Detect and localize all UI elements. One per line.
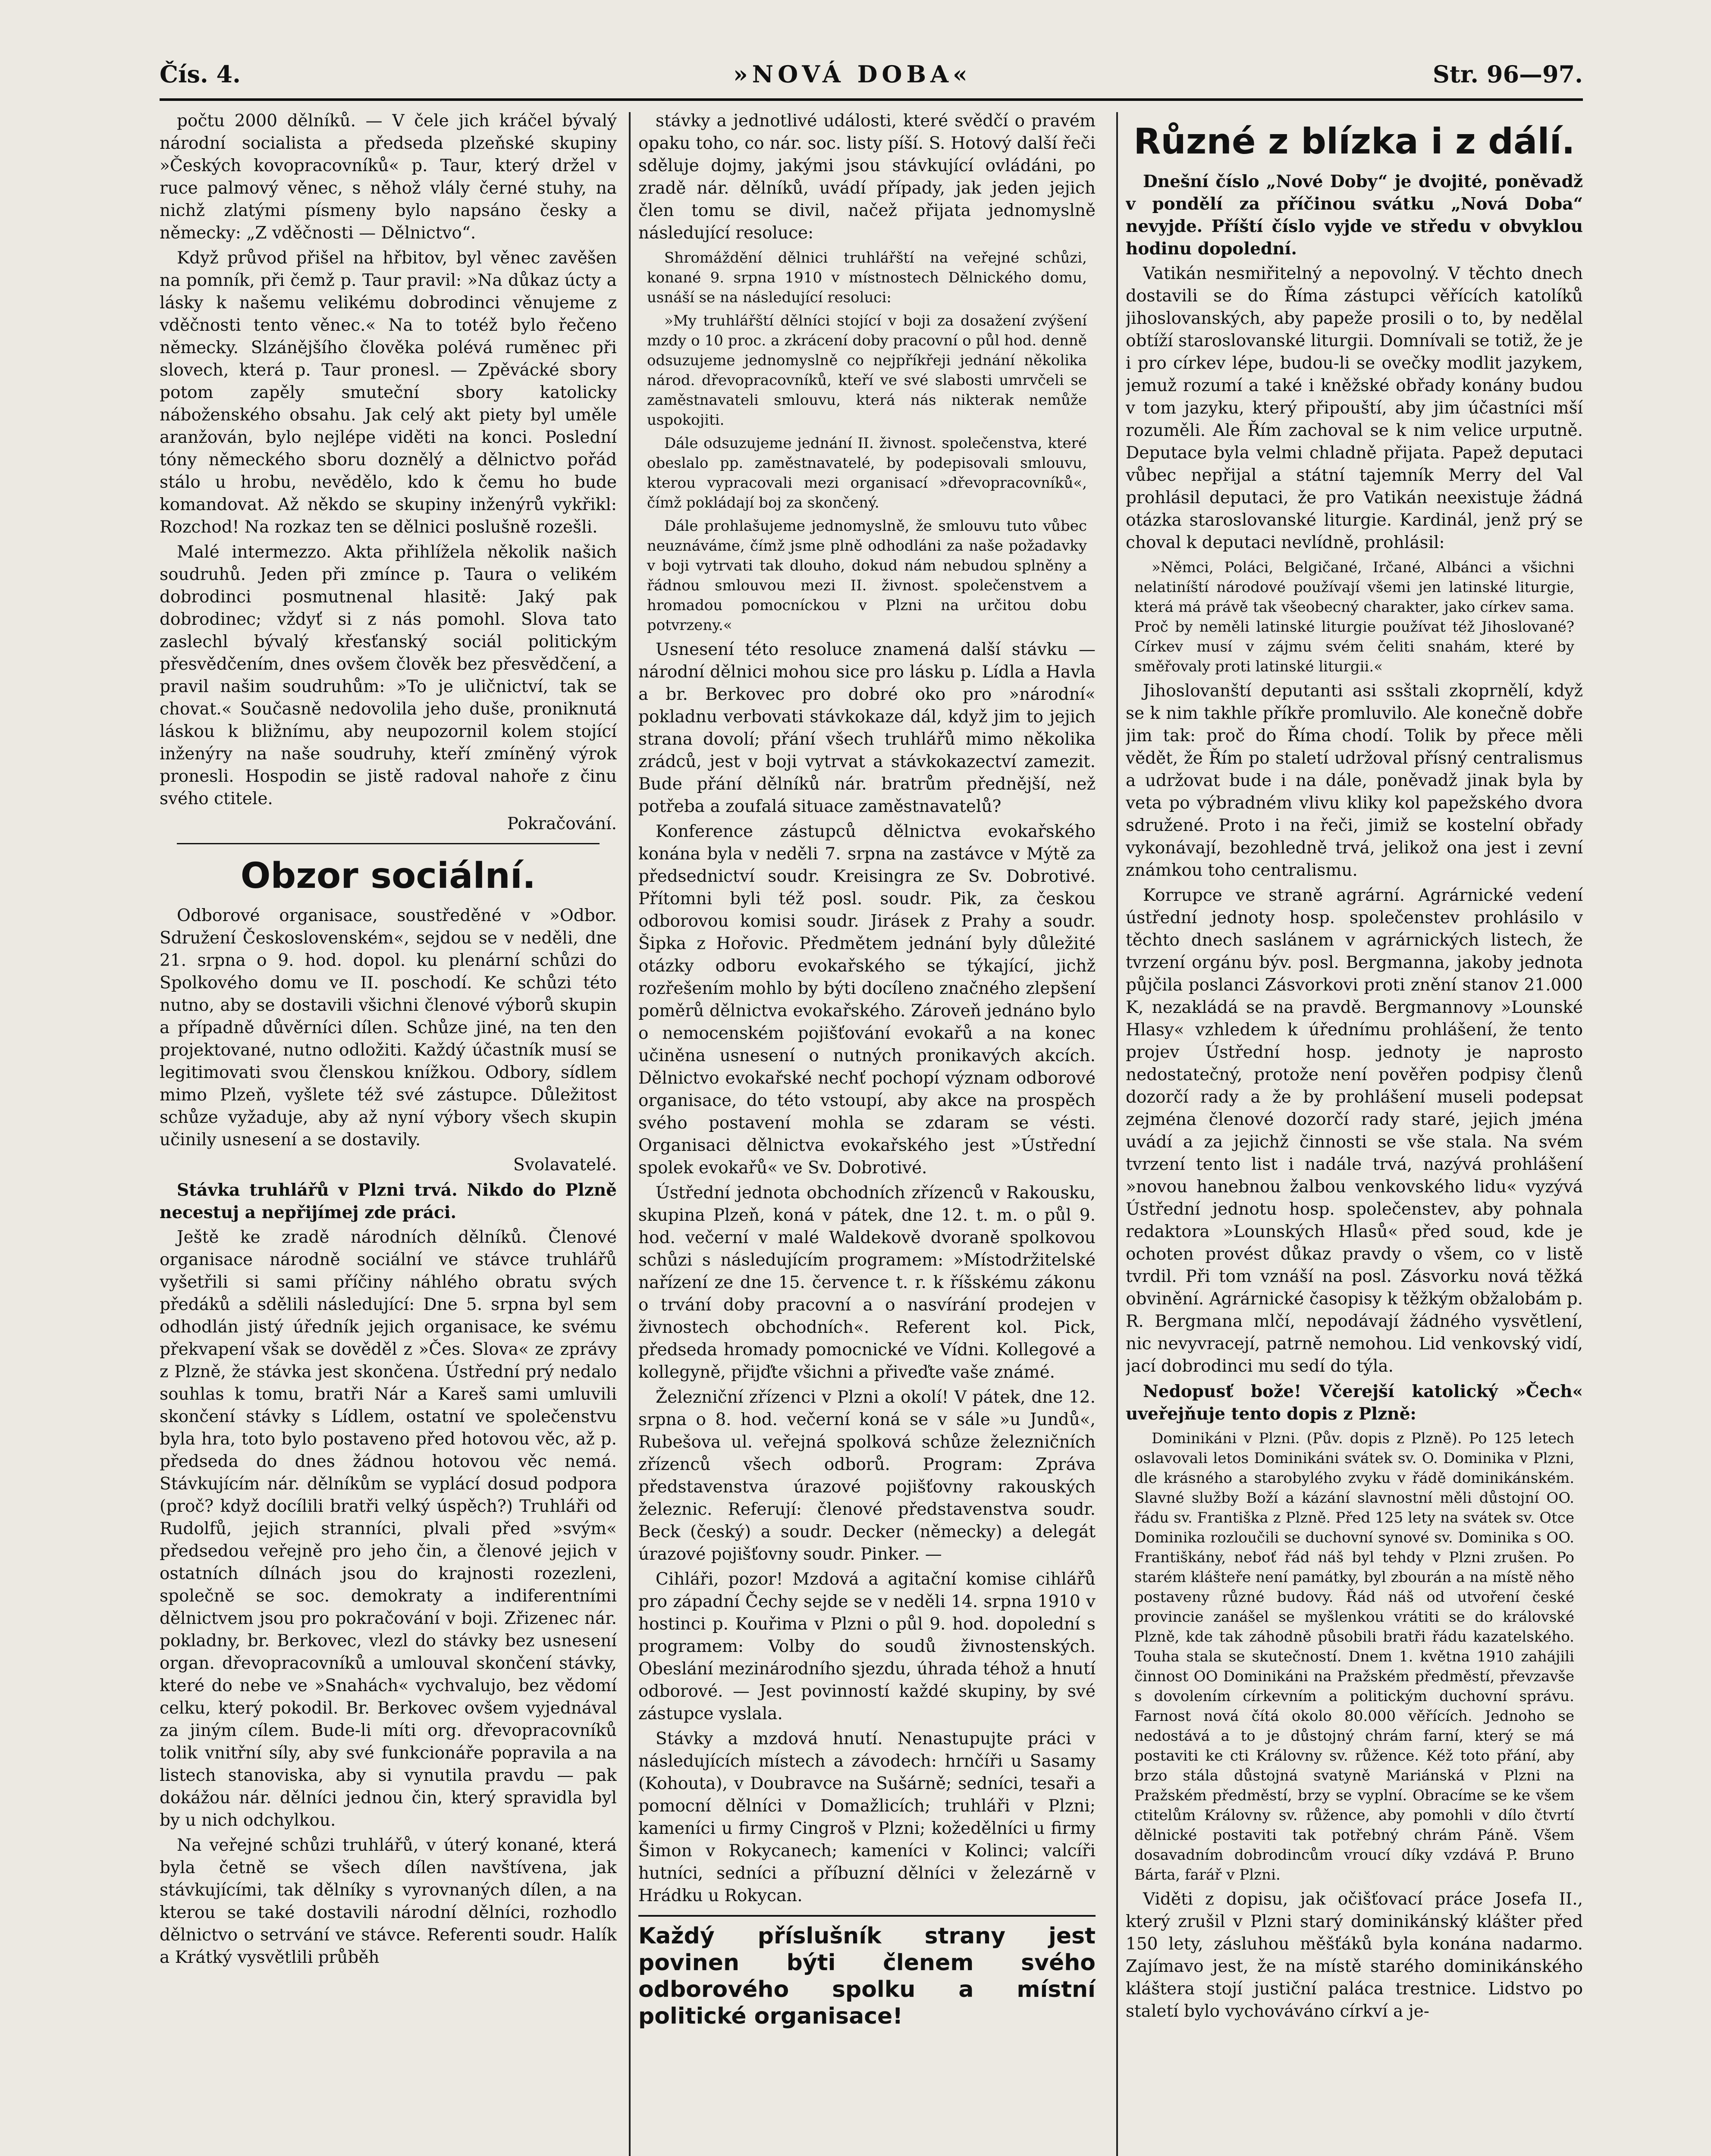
masthead-title: »NOVÁ DOBA« bbox=[733, 60, 972, 88]
section-title-misc: Různé z blízka i z dálí. bbox=[1133, 121, 1575, 162]
column-1 bbox=[160, 110, 617, 2156]
article-paragraph: Vatikán nesmiřitelný a nepovolný. V těchto dnech dostavili se do Říma zástupci věřících katolíků jihoslovanských, aby papeže prosili o to, by nedělal obtíží staroslovanské liturgii. Domnívali se totiž, že je i pro církev lépe, budou-li se ovečky modlit jazykem, jemuž rozumí a také i kněžské obřady konány budou v tom jazyku, který připouští, aby jim účastníci mší rozuměli. Ale Řím zachoval se k nim velice urputně. Deputace byla velmi chladně přijata. Papež deputaci vůbec nepřijal a státní tajemník Merry del Val prohlásil deputaci, že pro Vatikán neexistuje žádná otázka staroslovanské liturgie. Kardinál, jenž prý se choval k deputaci nevlídně, prohlásil: bbox=[1126, 264, 1583, 552]
party-callout: Každý příslušník strany jest povinen býti členem svého odborového spolku a místní politické organisace! bbox=[638, 1915, 1096, 2030]
resolution-text: »My truhlářští dělníci stojící v boji za dosažení zvýšení mzdy o 10 proc. a zkrácení doby pracovní o půl hod. denně odsuzujeme jednomyslně co nejpříkřeji jednání několika národ. dřevopracovníků, kteří ve své slabosti umrvčeli se zaměstnavateli smlouvu, která nás nikterak nemůže uspokojiti. bbox=[647, 312, 1087, 429]
issue-number: Čís. 4. bbox=[160, 60, 241, 88]
resolution-text: Dále prohlašujeme jednomyslně, že smlouvu tuto vůbec neuznáváme, čímž jsme plně odhodláni za naše požadavky v boji vytrvati tak dlouho, dokud nám nebudou splněny a řádnou smlouvou mezi II. živnost. společenstvem a hromadou pomocníckou v Plzni na určitou dobu potvrzeny.« bbox=[647, 517, 1087, 634]
section-separator bbox=[177, 843, 600, 844]
article-paragraph: Stávka truhlářů v Plzni trvá. Nikdo do Plzně necestuj a nepřijímej zde práci. bbox=[160, 1180, 617, 1222]
column-divider-1 bbox=[629, 112, 631, 2156]
article-paragraph: Na veřejné schůzi truhlářů, v úterý konané, která byla četně se všech dílen navštívena, jak stávkujícími, tak dělníky s vyrovnaných dílen, a na kterou se také dostavili národní dělníci, rozhodlo dělnictvo o setrvání ve stávce. Referenti soudr. Halík a Krátký vysvětlili průběh bbox=[160, 1836, 617, 1967]
article-paragraph: Viděti z dopisu, jak očišťovací práce Josefa II., který zrušil v Plzni starý dominikánský klášter před 150 lety, zásluhou měšťáků byla konána nadarmo. Zajímavo jest, že na místě starého dominikánského kláštera stojí justiční paláca trestnice. Lidstvo po staletí bylo vychováváno církví a je- bbox=[1126, 1890, 1583, 2021]
header-rule bbox=[160, 98, 1583, 101]
article-paragraph: Stávky a mzdová hnutí. Nenastupujte práci v následujících místech a závodech: hrnčíři u Sasamy (Kohouta), v Doubravce na Sušárně; sedníci, tesaři a pomocní dělníci v Domažlicích; truhláři v Plzni; kameníci u firmy Cingroš v Plzni; kožedělníci u firmy Šimon v Rokycanech; kameníci v Kolinci; valcíři hutníci, sedníci a příbuzní dělníci v železárně v Hrádku u Rokycan. bbox=[638, 1729, 1096, 1905]
column-3 bbox=[1126, 110, 1583, 2156]
article-paragraph: Cihláři, pozor! Mzdová a agitační komise cihlářů pro západní Čechy sejde se v neděli 14. srpna 1910 v hostinci p. Kouřima v Plzni o půl 9. hod. dopolední s programem: Volby do soudů živnostenských. Obeslání mezinárodního sjezdu, úhrada téhož a hnutí odborové. — Jest povinností každé skupiny, by své zástupce vyslala. bbox=[638, 1570, 1096, 1724]
resolution-text: Shromáždění dělnici truhlářští na veřejné schůzi, konané 9. srpna 1910 v místnostech Dělnického domu, usnáší se na následující resoluci: bbox=[647, 249, 1087, 306]
resolution-text: Dále odsuzujeme jednání II. živnost. společenstva, které obeslalo pp. zaměstnavatelé, by podepisovali smlouvu, kterou vypracovali mezi organisací »dřevopracovníků«, čímž pokládají boj za skončený. bbox=[647, 435, 1087, 511]
page-header bbox=[160, 60, 1583, 99]
page-numbers: Str. 96—97. bbox=[1432, 60, 1583, 88]
article-paragraph: Korrupce ve straně agrární. Agrárnické vedení ústřední jednoty hosp. společenstev prohlásilo v těchto dnech saslánem v agrárnických listech, že tvrzení orgánu býv. posl. Bergmanna, jakoby jednota půjčila poslanci Zásvorkovi proti znění stanov 21.000 K, nezakládá se na pravdě. Bergmannovy »Lounské Hlasy« vzhledem k úřednímu prohlášení, že tento projev Ústřední hosp. jednoty je naprosto nedostatečný, protože není pověřen podpisy členů dozorčí rady a že by prohlášení museli podepsat zejména členové dozorčí rady staré, jejich jména uvádí a za jejichž činnosti se vše stala. Na svém tvrzení tento list i nadále trvá, nazývá prohlášení »novou hanebnou žalbou venkovského lidu« vyzývá Ústřední jednotu hosp. společenstev, aby pohnala redaktora »Lounských Hlasů« před soud, kde je ochoten provést důkaz pravdy o všem, co v listě tvrdil. Při tom vznáší na posl. Zásvorku nová těžká obvinění. Agrárnické časopisy k těžkým obžalobám p. R. Bergmana mlčí, nepodávají žádného vysvětlení, nic nevyvracejí, patrně nemohou. Lid venkovský vidí, jací dobrodinci mu sedí do týla. bbox=[1126, 886, 1583, 1376]
article-paragraph: Jihoslovanští deputanti asi ssštali zkoprnělí, když se k nim takhle příkře promluvilo. Ale konečně dobře jim tak: proč do Říma chodí. Tolik by přece měli vědět, že Řím po staletí udržoval přísný centralismus a udržovat bude i na dále, poněvadž jinak byla by veta po výbradném vlivu kliky kol papežského dvora sdružené. Proto i na řeči, jimiž se kostelní obřady vykonávají, bezohledně trvá, jelikož ona jest i zevní známkou toho centralismu. bbox=[1126, 681, 1583, 880]
column-divider-2 bbox=[1116, 112, 1118, 2156]
quoted-statement: »Němci, Poláci, Belgičané, Irčané, Albánci a všichni nelatiníští národové používají všemi jen latinské liturgie, která má právě tak všeobecný charakter, jako církev sama. Proč by neměli latinské liturgie používat též Jihoslované? Církev musí v zájmu svém čeliti snahám, které by směřovaly proti latinské liturgii.« bbox=[1134, 559, 1574, 675]
signature: Svolavatelé. bbox=[513, 1155, 617, 1175]
article-paragraph: Nedopusť bože! Včerejší katolický »Čech« uveřejňuje tento dopis z Plzně: bbox=[1126, 1382, 1583, 1424]
article-paragraph: Když průvod přišel na hřbitov, byl věnec zavěšen na pomník, při čemž p. Taur pravil: »Na důkaz úcty a lásky k našemu velikému dobrodinci věnujeme z vděčnosti tento věnec.« Na to totéž bylo řečeno německy. Slzánějšího člověka polévá ruměnec při slovech, která p. Taur pronesl. — Zpěvácké sbory potom zapěly smuteční sbory katolicky náboženského obsahu. Jak celý akt piety byl uměle aranžován, bylo nejlépe viděti na konci. Poslední tóny německého sboru doznělý a dělnictvo pořád stálo u hrobu, nevědělo, kdo k čemu ho bude komandovat. Až někdo se skupiny inženýrů vykřikl: Rozchod! Na rozkaz ten se dělnici poslušně rozešli. bbox=[160, 248, 617, 537]
article-paragraph: Usnesení této resoluce znamená další stávku — národní dělnici mohou sice pro lásku p. Lídla a Havla a br. Berkovec pro dobré oko pro »národní« pokladnu verbovati stávkokaze dál, když jim to jejich strana dovolí; přání všech truhlářů mimo několika zrádců, jest v boji vytrvat a stávkokazectví zamezit. Bude přání dělníků nár. bratrům přednější, než potřeba a zoufalá situace zaměstnavatelů? bbox=[638, 640, 1096, 816]
article-paragraph: počtu 2000 dělníků. — V čele jich kráčel bývalý národní socialista a předseda plzeňské skupiny »Českých kovopracovníků« p. Taur, který držel v ruce palmový věnec, s něhož vlály černé stuhy, na nichž zlatými písmeny bylo napsáno česky a německy: „Z vděčnosti — Dělnictvo“. bbox=[160, 111, 617, 243]
article-paragraph: stávky a jednotlivé události, které svědčí o pravém opaku toho, co nár. soc. listy píší. S. Hotový další řeči sděluje dojmy, jakými jsou stávkující ovládáni, po zradě nár. dělníků, uvádí případy, jak jeden jejich člen tomu se divil, načež přijata jednomyslně následující resoluce: bbox=[638, 111, 1096, 243]
section-title-social: Obzor sociální. bbox=[240, 856, 536, 896]
article-paragraph: Odborové organisace, soustředěné v »Odbor. Sdružení Československém«, sejdou se v neděli, dne 21. srpna o 9. hod. dopol. ku plenární schůzi do Spolkového domu ve II. poschodí. Ke schůzi této nutno, aby se dostavili všichni členové výborů skupin a případně důvěrníci dílen. Schůze jiné, na ten den projektované, nutno odložiti. Každý účastník musí se legitimovati svou členskou knížkou. Odbory, sídlem mimo Plzeň, vyšlete též své zástupce. Důležitost schůze vyžaduje, aby až nyní výbory všech skupin učinily usnesení a se dostavily. bbox=[160, 906, 617, 1150]
article-paragraph: Malé intermezzo. Akta přihlížela několik našich soudruhů. Jeden při zmínce p. Taura o velikém dobrodinci posmutnenal hlasitě: Jaký pak dobrodinec; vždyť si z nás pomohl. Slova tato zaslechl bývalý křesťanský sociál politickým přesvědčením, dnes ovšem člověk bez přesvědčení, a pravil našim soudruhům: »To je uličnictví, tak se chovat.« Současně nedovolila jeho duše, proniknutá láskou k bližnímu, aby neupozornil kolem stojící inženýry na naše soudruhy, kteří zmíněný výrok pronesli. Hospodin se jistě radoval nahoře z činu svého ctitele. bbox=[160, 542, 617, 808]
article-paragraph: Železniční zřízenci v Plzni a okolí! V pátek, dne 12. srpna o 8. hod. večerní koná se v sále »u Jundů«, Rubešova ul. veřejná spolková schůze železničních zřízenců všech odborů. Program: Zpráva představenstva úrazové pojišťovny rakouských železnic. Referují: členové představenstva soudr. Beck (český) a soudr. Decker (německy) a delegát úrazové pojišťovny soudr. Pinker. — bbox=[638, 1388, 1096, 1564]
column-2 bbox=[638, 110, 1096, 2156]
article-paragraph: Ještě ke zradě národních dělníků. Členové organisace národně sociální ve stávce truhlářů vyšetřili si sami příčiny náhlého obratu svých předáků a sdělili následující: Dne 5. srpna byl sem odhodlán jistý úředník jejich organisace, ke svému překvapení však se dověděl z »Čes. Slova« ze zprávy z Plzně, že stávka jest skončena. Ústřední prý nedalo souhlas k tomu, bratři Nár a Kareš sami umluvili skončení stávky s Lídlem, ostatní ve společenstvu byla hra, toto bylo postaveno před hotovou věc, až p. předseda do dnes žádnou hotovou věc nemá. Stávkujícím nár. dělníkům se vyplácí dosud podpora (proč? když docílili bratři velký úspěch?) Truhláři od Rudolfů, jejich stranníci, plvali před »svým« předsedou veřejně pro jeho čin, a členové jejich v ostatních dílnách jsou do krajnosti rozezleni, společně se soc. demokraty a indiferentními dělnictvem jsou pro pokračování v boji. Zřizenec nár. pokladny, br. Berkovec, vlezl do stávky bez usnesení organ. dřevopracovníků a umlouval skončení stávky, které do nebe ve »Snahách« vychvalujo, bez vědomí celku, který pokodil. Br. Berkovec ovšem vyjednával za jiným cílem. Bude-li míti org. dřevopracovníků tolik vnitřní síly, aby své funkcionáře popravila a na listech stanoviska, aby si vynutila pravdu — pak dokážou nár. dělníci jednou čin, který spravidla byl by u nich odchylkou. bbox=[160, 1228, 617, 1830]
continued-note: Pokračování. bbox=[507, 814, 617, 834]
quoted-letter: Dominikáni v Plzni. (Pův. dopis z Plzně). Po 125 letech oslavovali letos Dominikáni svátek sv. O. Dominika v Plzni, dle krásného a starobylého zvyku v řádě dominikánském. Slavné služby Boží a kázání slavnostní měli důstojní OO. řádu sv. Františka z Plzně. Před 125 lety na svátek sv. Otce Dominika rozloučili se duchovní synové sv. Dominika s OO. Františkány, neboť řád náš byl tehdy v Plzni zrušen. Po starém klášteře není památky, byl zbourán a na místě něho postaveny různé budovy. Řád náš od utvoření české provincie zanášel se myšlenkou vrátiti se do královské Plzně, kde tak záhodně působili bratři řádu kazatelského. Touha stala se skutečností. Dnem 1. května 1910 zahájili činnost OO Dominikáni na Pražském předměstí, převzavše s dovolením církevním a politickým duchovní správu. Farnost nová čítá okolo 80.000 věřících. Jednoho se nedostává a to je důstojný chrám farní, který se má postaviti ke cti Královny sv. růžence. Kéž toto přání, aby brzo stála důstojná svatyně Mariánská v Plzni na Pražském předměstí, brzy se vyplní. Obracíme se ke všem ctitelům Královny sv. růžence, aby pomohli v dílo čtvrtí dělnické postaviti tak potřebný chrám Páně. Všem dosavadním dobrodincům vroucí díky vzdává P. Bruno Bárta, farář v Plzni. bbox=[1134, 1430, 1574, 1883]
article-paragraph: Konference zástupců dělnictva evokařského konána byla v neděli 7. srpna na zastávce v Mýtě za předsednictví soudr. Kreisingra ze Sv. Dobrotivé. Přítomni byli též posl. soudr. Pik, za českou odborovou komisi soudr. Jirásek z Prahy a soudr. Šipka z Hořovic. Předmětem jednání byly důležité otázky odboru evokařského se týkající, jichž rozřešením mohlo by býti docíleno značného zlepšení poměrů dělnictva evokařského. Zároveň jednáno bylo o nemocenském pojišťování evokařů a na konec učiněna usnesení o nutných pronikavých akcích. Dělnictvo evokařské nechť pochopí význam odborové organisace, do této vstoupí, aby akce na prospěch svého postavení mohla se zdaram se vésti. Organisaci dělnictva evokařského jest »Ústřední spolek evokařů« ve Sv. Dobrotivé. bbox=[638, 822, 1096, 1178]
article-paragraph: Dnešní číslo „Nové Doby“ je dvojité, poněvadž v pondělí za příčinou svátku „Nová Doba“ nevyjde. Příští číslo vyjde ve středu v obvyklou hodinu dopolední. bbox=[1126, 172, 1583, 259]
article-paragraph: Ústřední jednota obchodních zřízenců v Rakousku, skupina Plzeň, koná v pátek, dne 12. t. m. o půl 9. hod. večerní v malé Waldekově dvoraně spolkovou schůzi s následujícím programem: »Místodržitelské nařízení ze dne 15. července t. r. k říšskému zákonu o trvání doby pracovní a o nasvírání prodejen v živnostech obchodních«. Referent kol. Pick, předseda hromady pomocnické ve Vídni. Kollegové a kollegyně, přijďte všichni a přiveďte vaše známé. bbox=[638, 1183, 1096, 1382]
